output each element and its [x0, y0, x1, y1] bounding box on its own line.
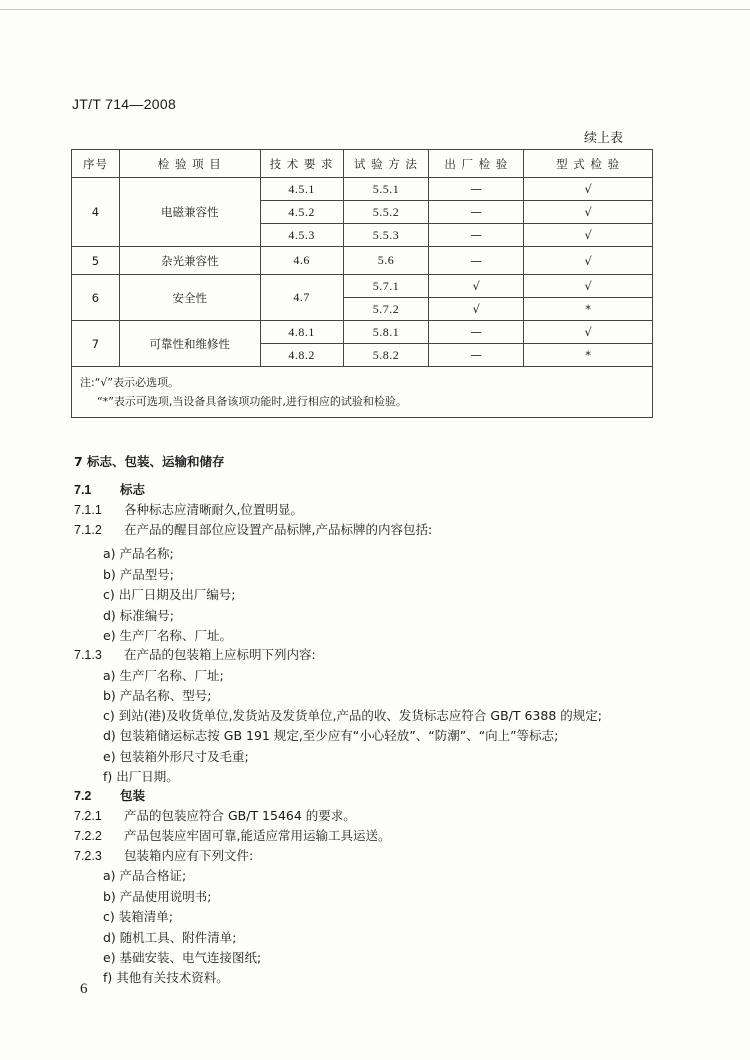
clause-text: 包装箱内应有下列文件: — [124, 848, 254, 863]
clause-number: 7.1.2 — [74, 523, 102, 537]
list-item: d) 包装箱储运标志按 GB 191 规定,至少应有“小心轻放”、“防潮”、“向上”等标志; — [103, 728, 559, 743]
col-header-seq: 序号 — [72, 150, 120, 178]
table-note — [72, 367, 653, 418]
clause-text: 各种标志应清晰耐久,位置明显。 — [124, 502, 303, 517]
list-item: f) 出厂日期。 — [103, 769, 179, 784]
list-item: c) 到站(港)及收货单位,发货站及发货单位,产品的收、发货标志应符合 GB/T 6388 的规定; — [103, 708, 602, 723]
cell-item: 杂光兼容性 — [119, 247, 260, 275]
note-line-2: “*”表示可选项,当设备具备该项功能时,进行相应的试验和检验。 — [97, 395, 407, 408]
cell-item: 安全性 — [119, 275, 260, 321]
inspection-table — [71, 149, 653, 418]
table-row — [72, 275, 653, 298]
cell-type: * — [524, 344, 653, 367]
col-header-type-inspection: 型 式 检 验 — [524, 150, 653, 178]
list-item: e) 基础安装、电气连接图纸; — [103, 950, 262, 965]
list-item: b) 产品型号; — [103, 567, 174, 582]
cell-requirement: 4.5.1 — [260, 178, 343, 201]
scan-edge-line — [0, 9, 750, 10]
cell-factory: √ — [429, 298, 524, 321]
clause-title: 标志 — [120, 482, 146, 497]
section-7-1-heading — [74, 480, 145, 498]
cell-factory: — — [429, 178, 524, 201]
clause-7-2-3 — [74, 846, 253, 864]
cell-method: 5.5.1 — [343, 178, 429, 201]
list-item: e) 生产厂名称、厂址。 — [103, 628, 233, 643]
page-number: 6 — [80, 981, 88, 997]
cell-requirement: 4.8.2 — [260, 344, 343, 367]
list-item: a) 产品名称; — [103, 546, 174, 561]
table-row — [72, 178, 653, 201]
clause-text: 产品的包装应符合 GB/T 15464 的要求。 — [124, 808, 356, 823]
clause-text: 在产品的包装箱上应标明下列内容: — [124, 647, 316, 662]
list-item: f) 其他有关技术资料。 — [103, 970, 229, 985]
list-item: a) 生产厂名称、厂址; — [103, 668, 224, 683]
table-note-row — [72, 367, 653, 418]
cell-item: 电磁兼容性 — [119, 178, 260, 247]
section-7-2-heading — [74, 786, 145, 804]
cell-type: √ — [524, 247, 653, 275]
list-item: b) 产品名称、型号; — [103, 688, 212, 703]
list-item: a) 产品合格证; — [103, 868, 187, 883]
clause-text: 产品包装应牢固可靠,能适应常用运输工具运送。 — [124, 828, 391, 843]
cell-seq: 4 — [72, 178, 120, 247]
cell-method: 5.5.3 — [343, 224, 429, 247]
cell-factory: — — [429, 201, 524, 224]
col-header-requirement: 技 术 要 求 — [260, 150, 343, 178]
list-item: d) 随机工具、附件清单; — [103, 930, 237, 945]
note-line-1: 注:“√”表示必选项。 — [80, 376, 180, 389]
clause-number: 7.2.2 — [74, 829, 102, 843]
cell-type: √ — [524, 178, 653, 201]
clause-number: 7.2 — [74, 789, 92, 803]
cell-method: 5.8.2 — [343, 344, 429, 367]
document-id: JT/T 714—2008 — [72, 96, 177, 112]
cell-requirement: 4.6 — [260, 247, 343, 275]
clause-text: 在产品的醒目部位应设置产品标牌,产品标牌的内容包括: — [124, 522, 433, 537]
cell-seq: 6 — [72, 275, 120, 321]
cell-method: 5.7.1 — [343, 275, 429, 298]
cell-type: √ — [524, 275, 653, 298]
clause-number: 7.1 — [74, 483, 92, 497]
col-header-item: 检 验 项 目 — [119, 150, 260, 178]
list-item: c) 出厂日期及出厂编号; — [103, 587, 236, 602]
cell-factory: — — [429, 321, 524, 344]
cell-method: 5.7.2 — [343, 298, 429, 321]
section-7-heading: 7 标志、包装、运输和储存 — [74, 454, 225, 469]
cell-factory: √ — [429, 275, 524, 298]
cell-method: 5.6 — [343, 247, 429, 275]
table-header-row — [72, 150, 653, 178]
cell-type: √ — [524, 224, 653, 247]
clause-number: 7.1.3 — [74, 648, 102, 662]
list-item: c) 装箱清单; — [103, 909, 173, 924]
cell-requirement: 4.5.3 — [260, 224, 343, 247]
clause-title: 包装 — [120, 788, 146, 803]
cell-factory: — — [429, 224, 524, 247]
list-item: e) 包装箱外形尺寸及毛重; — [103, 749, 249, 764]
clause-number: 7.1.1 — [74, 503, 102, 517]
table-row — [72, 247, 653, 275]
cell-factory: — — [429, 344, 524, 367]
continued-label: 续上表 — [583, 131, 623, 146]
cell-requirement: 4.7 — [260, 275, 343, 321]
cell-type: √ — [524, 201, 653, 224]
clause-number: 7.2.3 — [74, 849, 102, 863]
cell-seq: 5 — [72, 247, 120, 275]
clause-7-1-2 — [74, 520, 432, 538]
clause-7-1-3 — [74, 645, 316, 663]
cell-seq: 7 — [72, 321, 120, 367]
cell-requirement: 4.8.1 — [260, 321, 343, 344]
list-item: d) 标准编号; — [103, 608, 174, 623]
cell-type: * — [524, 298, 653, 321]
clause-7-1-1 — [74, 500, 303, 518]
col-header-method: 试 验 方 法 — [343, 150, 429, 178]
list-item: b) 产品使用说明书; — [103, 889, 212, 904]
cell-requirement: 4.5.2 — [260, 201, 343, 224]
clause-7-2-2 — [74, 826, 390, 844]
cell-factory: — — [429, 247, 524, 275]
col-header-factory-inspection: 出 厂 检 验 — [429, 150, 524, 178]
table-row — [72, 321, 653, 344]
cell-method: 5.5.2 — [343, 201, 429, 224]
clause-number: 7.2.1 — [74, 809, 102, 823]
cell-type: √ — [524, 321, 653, 344]
cell-method: 5.8.1 — [343, 321, 429, 344]
cell-item: 可靠性和维修性 — [119, 321, 260, 367]
clause-7-2-1 — [74, 806, 356, 824]
